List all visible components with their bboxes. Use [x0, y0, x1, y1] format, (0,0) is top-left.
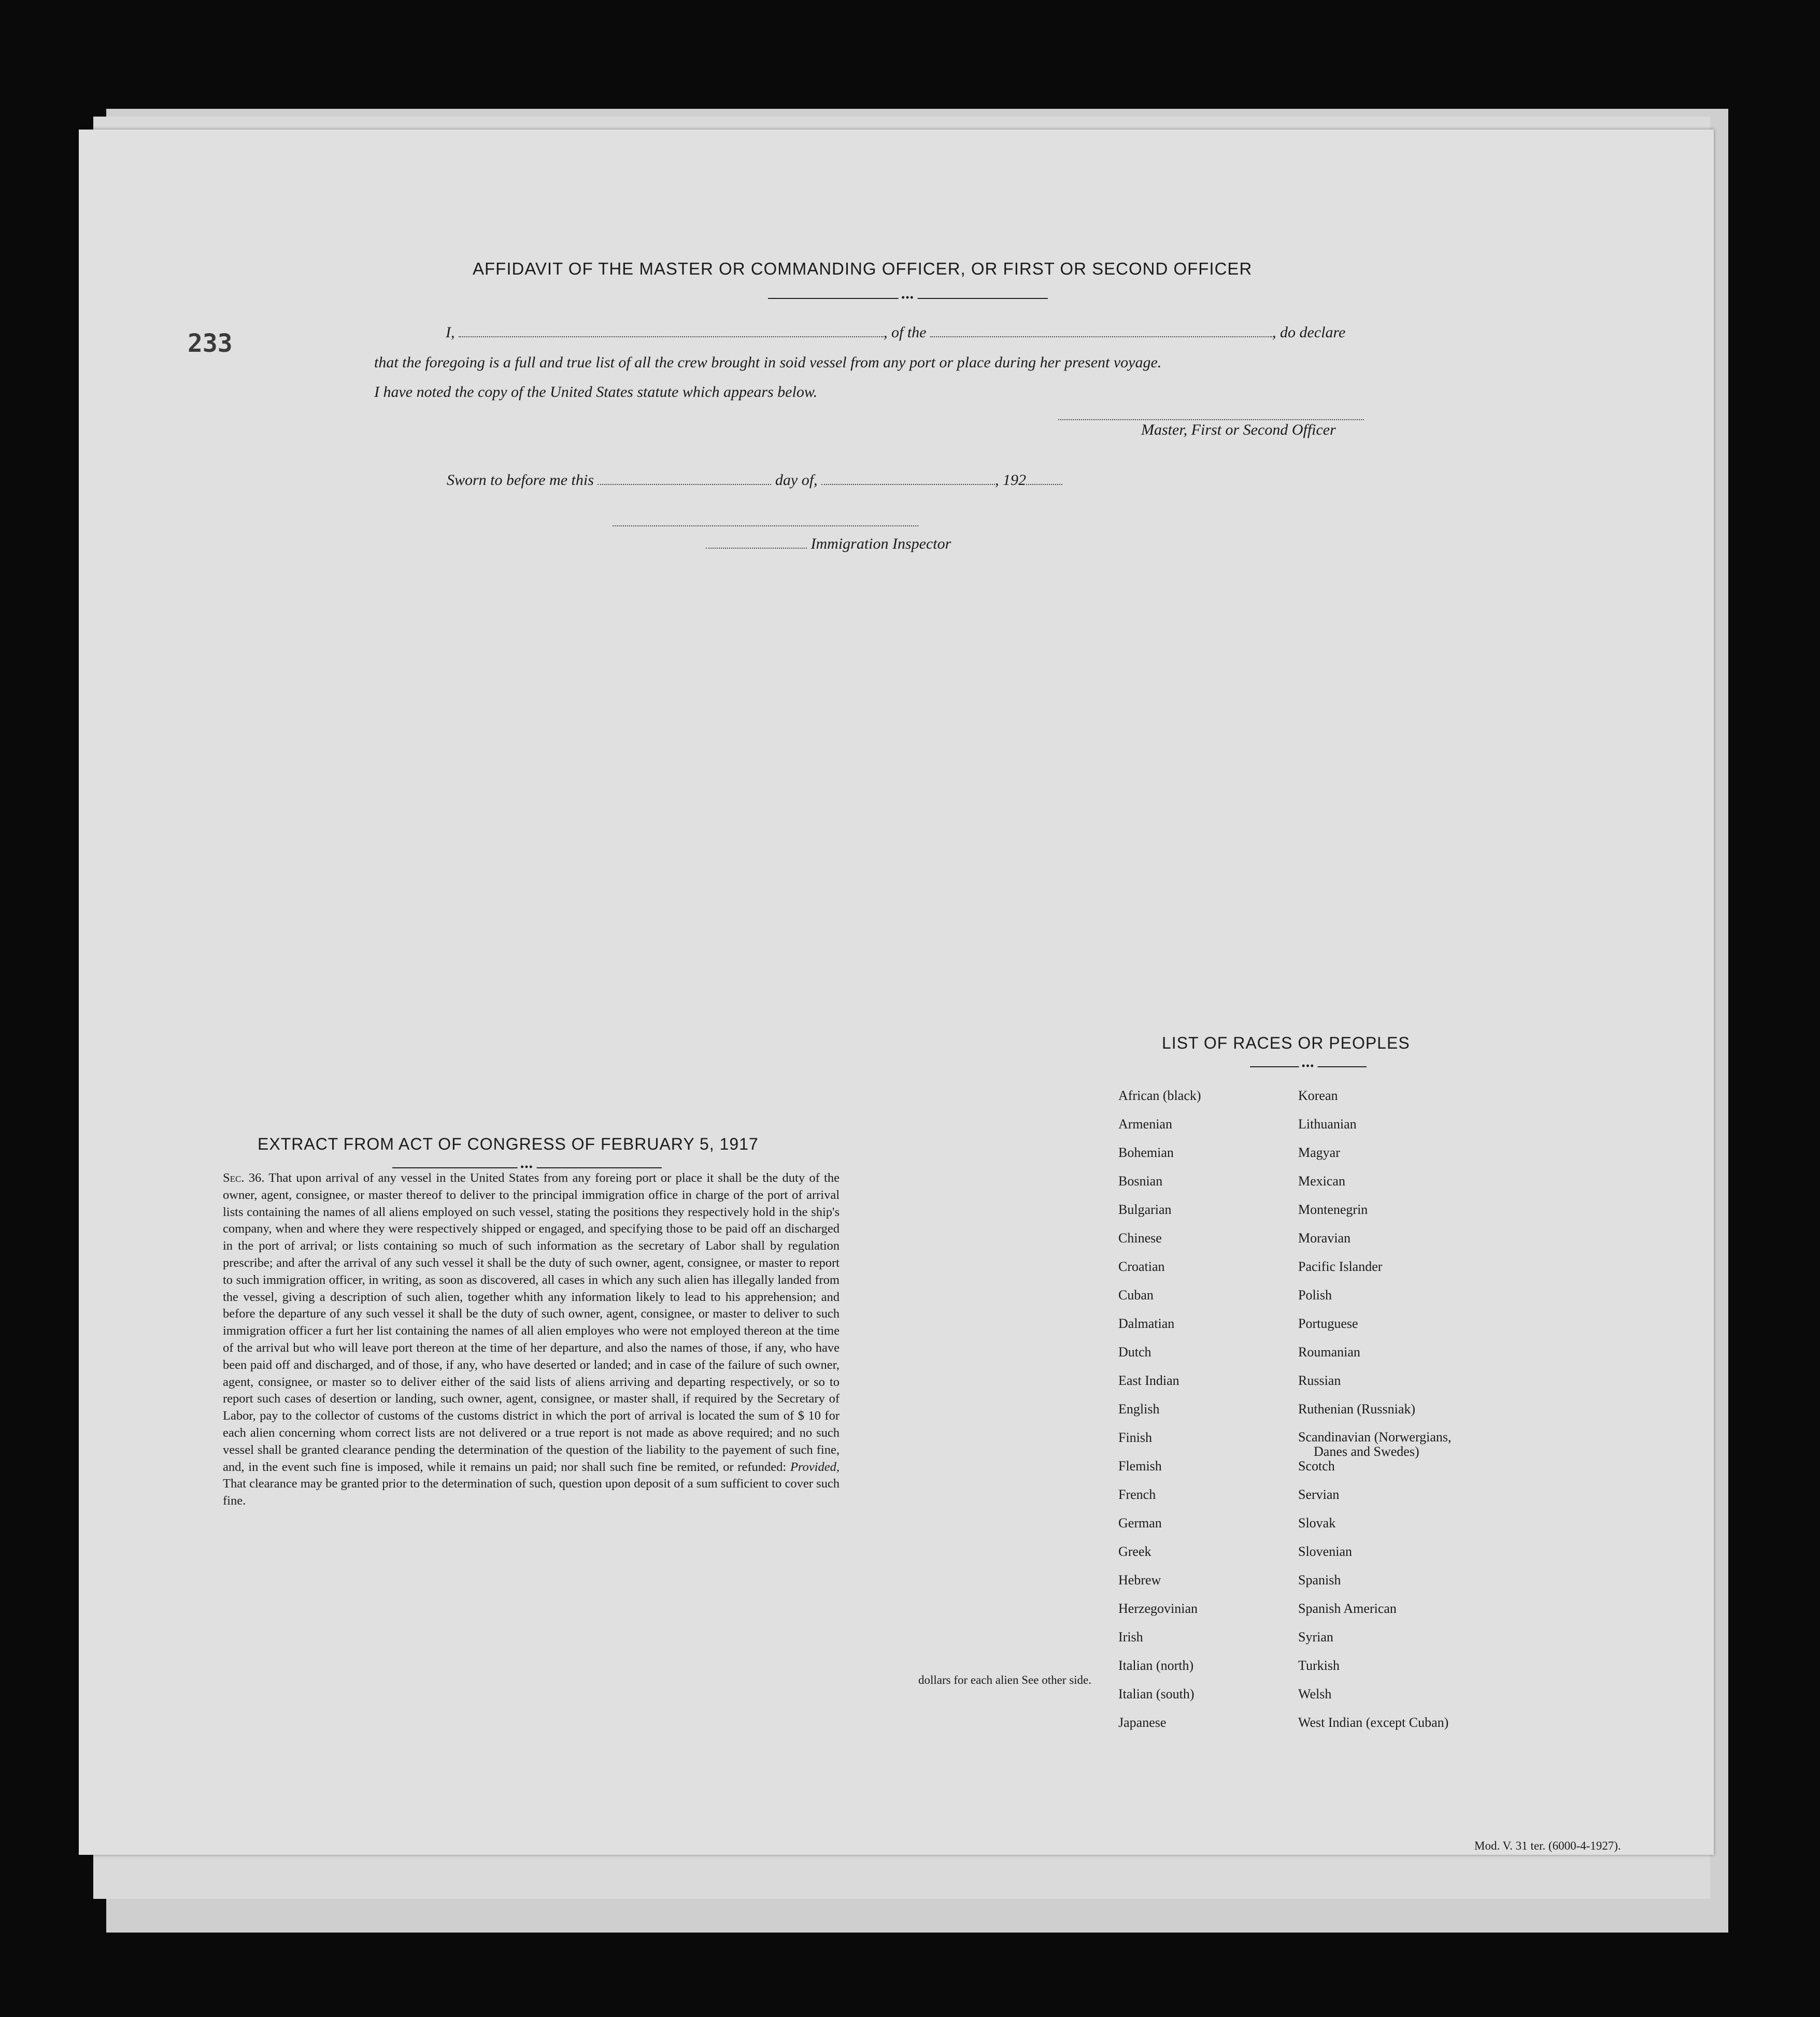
- sworn-line: [447, 471, 1062, 489]
- race-item: Irish: [1118, 1629, 1143, 1644]
- race-item: Ruthenian (Russniak): [1298, 1401, 1416, 1417]
- form-id: Mod. V. 31 ter. (6000-4-1927).: [1474, 1839, 1621, 1852]
- race-item: Polish: [1298, 1288, 1332, 1303]
- race-item: French: [1118, 1487, 1156, 1502]
- races-column-1: [1118, 1088, 1201, 1743]
- race-item: Syrian: [1298, 1629, 1333, 1644]
- races-title: LIST OF RACES OR PEOPLES: [1162, 1034, 1410, 1052]
- declaration-line-1: [446, 324, 1345, 341]
- declaration-line-3: I have noted the copy of the United States statute which appears below.: [374, 383, 818, 400]
- declaration-line-2: that the foregoing is a full and true list of all the crew brought in soid vessel from any port or place during her present voyage.: [374, 354, 1162, 371]
- affidavit-title: AFFIDAVIT OF THE MASTER OR COMMANDING OFFICER, OR FIRST OR SECOND OFFICER: [473, 259, 1253, 278]
- extract-title: EXTRACT FROM ACT OF CONGRESS OF FEBRUARY 5, 1917: [258, 1135, 759, 1153]
- race-item: Montenegrin: [1298, 1202, 1368, 1217]
- race-item: English: [1118, 1401, 1160, 1417]
- race-item: Italian (south): [1118, 1686, 1195, 1701]
- form-page: [79, 130, 1714, 1855]
- race-item: Slovenian: [1298, 1544, 1352, 1559]
- sworn-year-field[interactable]: [1026, 471, 1062, 485]
- race-item: Roumanian: [1298, 1344, 1360, 1360]
- declaration-i: I,: [446, 324, 455, 341]
- race-item: Servian: [1298, 1487, 1340, 1502]
- extract-title-rule: •••: [392, 1167, 662, 1168]
- race-item: Magyar: [1298, 1145, 1340, 1160]
- race-item: Chinese: [1118, 1231, 1162, 1246]
- race-item: Dutch: [1118, 1344, 1151, 1360]
- race-item: Croatian: [1118, 1259, 1165, 1274]
- races-title-rule: •••: [1250, 1066, 1367, 1067]
- inspector-label-line: [706, 535, 951, 553]
- race-item: Greek: [1118, 1544, 1151, 1559]
- race-item: Japanese: [1118, 1715, 1167, 1730]
- race-item: Pacific Islander: [1298, 1259, 1383, 1274]
- race-item: Bohemian: [1118, 1145, 1174, 1160]
- sworn-month-field[interactable]: [821, 471, 995, 485]
- extract-body: [223, 1170, 840, 1510]
- race-item: East Indian: [1118, 1373, 1179, 1388]
- race-item: Spanish: [1298, 1572, 1341, 1587]
- race-item: Hebrew: [1118, 1572, 1161, 1587]
- race-item: German: [1118, 1515, 1162, 1530]
- declaration-of-the: , of the: [884, 324, 927, 341]
- name-field[interactable]: [459, 324, 884, 337]
- race-item: Danes and Swedes): [1314, 1444, 1419, 1459]
- race-item: Moravian: [1298, 1231, 1351, 1246]
- inspector-signature-field[interactable]: [613, 513, 918, 526]
- races-column-2: [1298, 1088, 1452, 1743]
- sworn-day-of: day of,: [775, 471, 818, 489]
- race-item: Italian (north): [1118, 1658, 1194, 1673]
- see-other-side-note: dollars for each alien See other side.: [918, 1673, 1092, 1686]
- race-item: African (black): [1118, 1088, 1201, 1103]
- sworn-year: , 192: [995, 471, 1027, 489]
- declaration-declare: , do declare: [1272, 324, 1346, 341]
- race-item: Cuban: [1118, 1288, 1154, 1303]
- race-item: Bulgarian: [1118, 1202, 1172, 1217]
- inspector-label: Immigration Inspector: [811, 535, 951, 552]
- race-item: Korean: [1298, 1088, 1338, 1103]
- race-item: Herzegovinian: [1118, 1601, 1198, 1616]
- officer-signature-label: Master, First or Second Officer: [1141, 421, 1336, 438]
- vessel-field[interactable]: [930, 324, 1272, 337]
- race-item: Portuguese: [1298, 1316, 1358, 1331]
- inspector-name-field[interactable]: [706, 535, 807, 549]
- extract-text-end: That clearance may be granted prior to the determination of such, question upon deposit of a sum sufficient to cover such fine.: [223, 1477, 840, 1508]
- affidavit-title-rule: •••: [768, 298, 1048, 299]
- race-item: Scotch: [1298, 1458, 1335, 1474]
- page-number-stamp: 233: [188, 329, 233, 358]
- race-item: Armenian: [1118, 1117, 1172, 1132]
- extract-section: Sec. 36.: [223, 1171, 265, 1185]
- extract-provided: Provided,: [790, 1460, 840, 1474]
- race-item: Russian: [1298, 1373, 1341, 1388]
- extract-text: That upon arrival of any vessel in the United States from any foreing port or place it shall be the duty of the owner, agent, consignee, or master thereof to deliver to the principal immigration office in charge of the port of arrival lists containing the names of all aliens employed on such vessel, stating the positions they respectively hold in the ship's company, when and where they were respectively shipped or engaged, and specifying those to be paid off an discharged in the port of arrival; or lists containing so much of such information as the secretary of Labor shall by regulation prescribe; and after the arrival of any such vessel it shall be the duty of such owner, agent, consignee, or master to report to such immigration officer, in writing, as soon as discovered, all cases in which any such alien has illegally landed from the vessel, giving a description of such alien, together whith any information likely to lead to his apprehension; and before the departure of any such vessel it shall be the duty of such owner, agent, consignee, or master to deliver to such immigration officer a furt her list containing the names of all alien employes who were not employed thereon at the time of the arrival but who will leave port thereon at the time of her departure, and also the names of those, if any, who have been paid off and discharged, and of those, if any, who have deserted or landed; and in case of the failure of such owner, agent, consignee, or master so to deliver either of the said lists of aliens arriving and departing respectively, or so to report such cases of desertion or landing, such owner, agent, consignee, or master shall, if required by the Secretary of Labor, pay to the collector of customs of the customs district in which the port of arrival is located the sum of $ 10 for each alien concerning whom correct lists are not delivered or a true report is not made as above required; and no such vessel shall be granted clearance pending the determination of the question of the liability to the payement of such fine, and, in the event such fine is imposed, while it remains un paid; nor shall such fine be remited, or refunded:: [223, 1171, 840, 1474]
- race-item: Turkish: [1298, 1658, 1340, 1673]
- race-item: Bosnian: [1118, 1174, 1163, 1189]
- sworn-prefix: Sworn to before me this: [447, 471, 594, 489]
- race-item: Flemish: [1118, 1458, 1162, 1474]
- race-item: Spanish American: [1298, 1601, 1397, 1616]
- race-item: Finish: [1118, 1430, 1153, 1445]
- race-item: West Indian (except Cuban): [1298, 1715, 1449, 1730]
- race-item: Scandinavian (Norwergians,: [1298, 1429, 1452, 1444]
- race-item: Lithuanian: [1298, 1117, 1357, 1132]
- race-item: Mexican: [1298, 1174, 1345, 1189]
- race-item: Slovak: [1298, 1515, 1336, 1530]
- sworn-date-field[interactable]: [598, 471, 771, 485]
- race-item: Dalmatian: [1118, 1316, 1175, 1331]
- officer-signature-field[interactable]: [1058, 407, 1364, 420]
- race-item: Welsh: [1298, 1686, 1332, 1701]
